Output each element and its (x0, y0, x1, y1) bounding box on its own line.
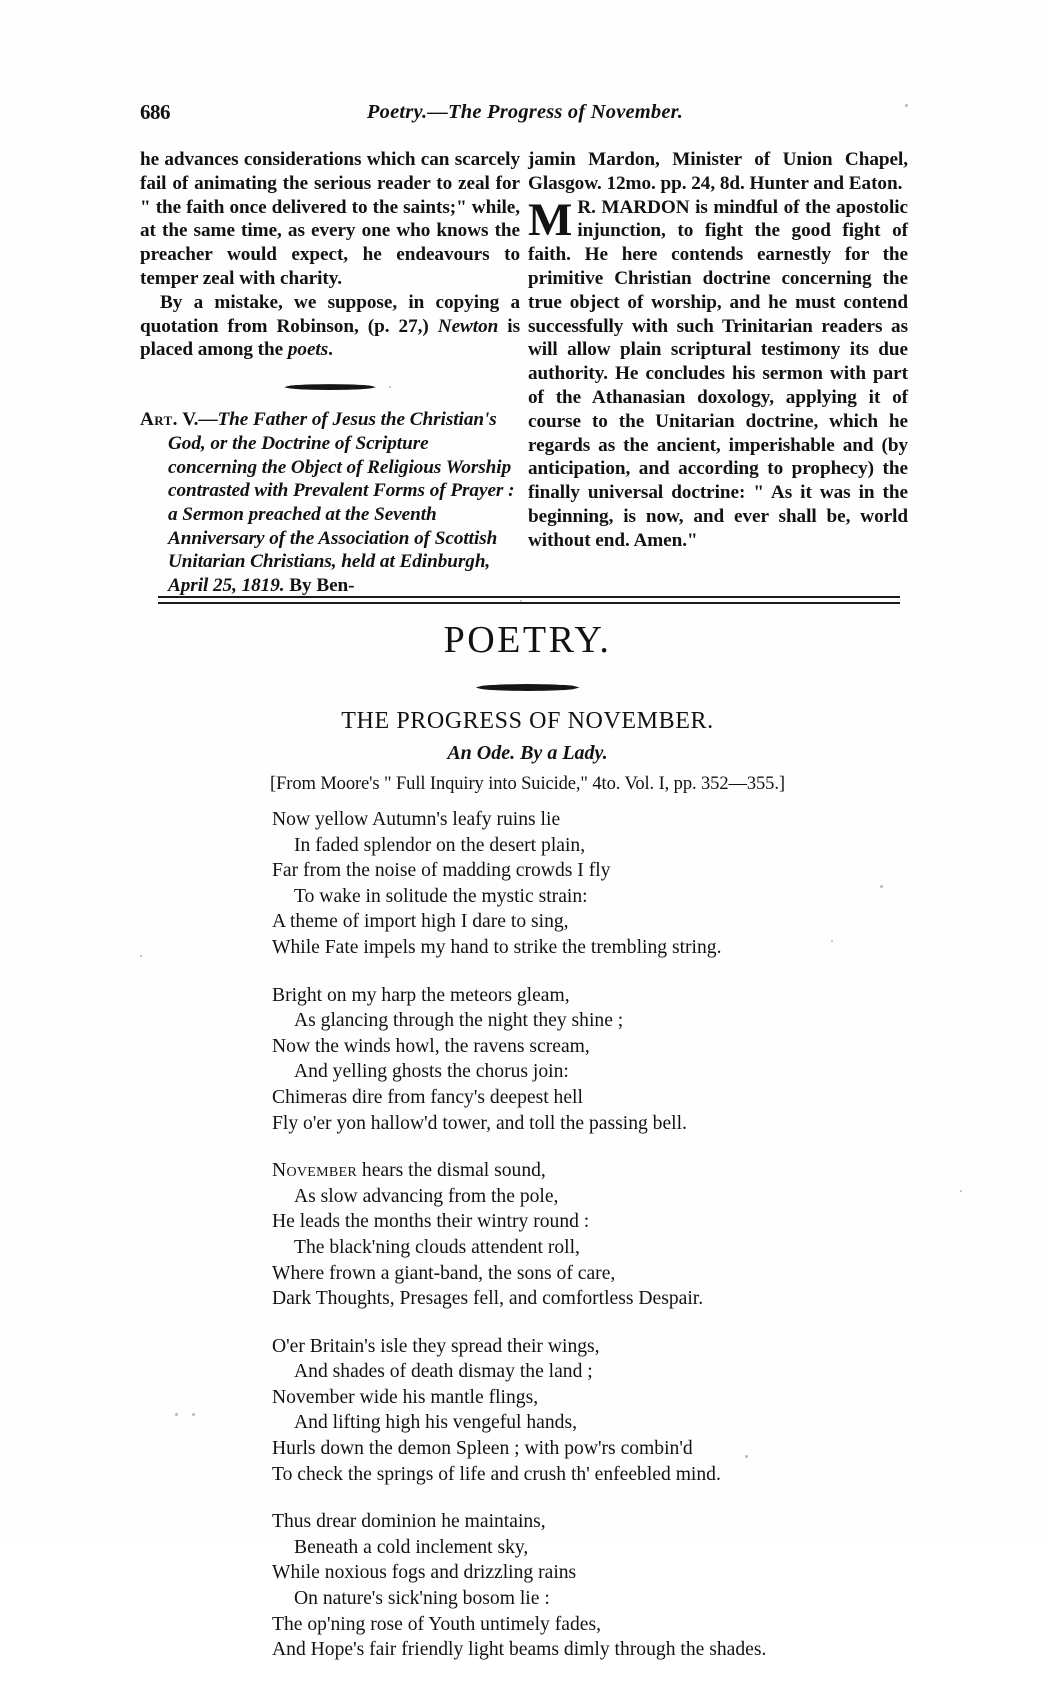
verse-line: Bright on my harp the meteors gleam, (272, 984, 570, 1006)
verse-line: Now the winds howl, the ravens scream, (272, 1035, 590, 1057)
mistake-text-3: . (328, 339, 333, 361)
verse-line: And yelling ghosts the chorus join: (294, 1061, 569, 1083)
verse-line: As glancing through the night they shine ; (294, 1010, 624, 1032)
verse-line: In faded splendor on the desert plain, (294, 834, 586, 856)
continued-paragraph: he advances considerations which can scarcely fail of animating the serious reader to zeal for " the faith once delivered to the saints;" while, at the same time, as every one who knows the preacher would expect, he endeavours to temper zeal with charity. (140, 149, 520, 289)
verse-line: Dark Thoughts, Presages fell, and comfortless Despair. (272, 1288, 704, 1310)
poem-title: THE PROGRESS OF NOVEMBER. (341, 708, 714, 734)
poem-source-note: [From Moore's " Full Inquiry into Suicide," 4to. Vol. I, pp. 352—355.] (270, 774, 785, 794)
verse-line: The black'ning clouds attendent roll, (294, 1236, 580, 1258)
article-heading (140, 408, 520, 598)
article-columns (140, 148, 915, 597)
stanza (140, 1509, 915, 1663)
section-divider-rule (158, 596, 900, 605)
ornament-divider-poetry (140, 676, 915, 698)
rule-line-bottom (158, 602, 900, 604)
article-byline: By Ben- (284, 575, 355, 597)
verse-line: November wide his mantle flings, (272, 1386, 539, 1408)
review-text: R. MARDON is mindful of the apostolic injunction, to fight the good fight of faith. He here contends earnestly for the primitive Christian doctrine concerning the true object of worship, and he must contend successfully with such Trinitarian readers as will allow plain scriptural testimony its due authority. He concludes his sermon with part of the Athanasian doxology, applying it of course to the Unitarian doctrine, which he regards as the ancient, imperishable and (by anticipation, and according to prophecy) the finally universal doctrine: " As it was in the beginning, is now, and ever shall be, world without end. Amen." (528, 196, 908, 551)
verse-line: And shades of death dismay the land ; (294, 1361, 593, 1383)
verse-line: A theme of import high I dare to sing, (272, 911, 569, 933)
verse-line: Fly o'er yon hallow'd tower, and toll the passing bell. (272, 1112, 687, 1134)
verse-line: Hurls down the demon Spleen ; with pow'rs combin'd (272, 1438, 693, 1460)
verse-line: As slow advancing from the pole, (294, 1185, 559, 1207)
verse-line: O'er Britain's isle they spread their wings, (272, 1335, 600, 1357)
imprint-line: jamin Mardon, Minister of Union Chapel, Glasgow. 12mo. pp. 24, 8d. Hunter and Eaton. (528, 149, 908, 194)
verse-line: On nature's sick'ning bosom lie : (294, 1588, 550, 1610)
verse-line: While noxious fogs and drizzling rains (272, 1562, 577, 1584)
verse-line: Thus drear dominion he maintains, (272, 1511, 546, 1533)
small-caps-word: November (272, 1160, 357, 1182)
verse-line: And Hope's fair friendly light beams dimly through the shades. (272, 1639, 767, 1661)
verse-line: The op'ning rose of Youth untimely fades, (272, 1613, 601, 1635)
drop-cap-letter: M (528, 193, 573, 246)
poem-stanzas (140, 807, 915, 1663)
article-number: V.— (177, 409, 218, 431)
stanza (140, 1158, 915, 1312)
running-head (140, 100, 910, 130)
running-head-title: Poetry.—The Progress of November. (366, 101, 684, 123)
mistake-text-2: is placed among the (140, 315, 520, 361)
verse-line: To check the springs of life and crush th' enfeebled mind. (272, 1463, 721, 1485)
verse-line: And lifting high his vengeful hands, (294, 1412, 577, 1434)
verse-line: Far from the noise of madding crowds I fly (272, 860, 611, 882)
verse-line: Where frown a giant-band, the sons of care, (272, 1262, 616, 1284)
right-column (528, 148, 908, 553)
review-paragraph (528, 193, 908, 553)
section-title: POETRY. (443, 619, 612, 661)
stanza (140, 1334, 915, 1488)
article-title: The Father of Jesus the Christian's God, or the Doctrine of Scripture concerning the Object of Religious Worship contrasted with Prevalent Forms of Prayer : a Sermon preached at the Seventh Anniversary of the Association of Scottish Unitarian Christians, held at Edinburgh, April 25, 1819. (168, 409, 515, 597)
poets-italic: poets (287, 339, 329, 361)
stanza (140, 807, 915, 961)
ornament-divider-article (140, 376, 520, 398)
verse-line: Chimeras dire from fancy's deepest hell (272, 1086, 583, 1108)
verse-line: Now yellow Autumn's leafy ruins lie (272, 809, 561, 830)
scan-speckle (960, 1190, 962, 1192)
mistake-paragraph (140, 291, 520, 362)
article-label: Art. (140, 409, 178, 431)
stanza (140, 983, 915, 1137)
verse-line: November hears the dismal sound, (272, 1160, 546, 1182)
poem-subtitle: An Ode. By a Lady. (447, 742, 608, 764)
page-folio-number: 686 (140, 100, 170, 124)
verse-line: He leads the months their wintry round : (272, 1211, 590, 1233)
mistake-text-1: By a mistake, we suppose, in copying a quotation from Robinson, (p. 27,) (140, 291, 520, 337)
newton-italic: Newton (437, 315, 499, 337)
rule-line-top (158, 596, 900, 598)
poetry-section (140, 618, 915, 1685)
verse-line: To wake in solitude the mystic strain: (294, 885, 588, 907)
verse-line: While Fate impels my hand to strike the trembling string. (272, 936, 722, 958)
verse-line: Beneath a cold inclement sky, (294, 1536, 529, 1558)
left-column (140, 148, 520, 598)
